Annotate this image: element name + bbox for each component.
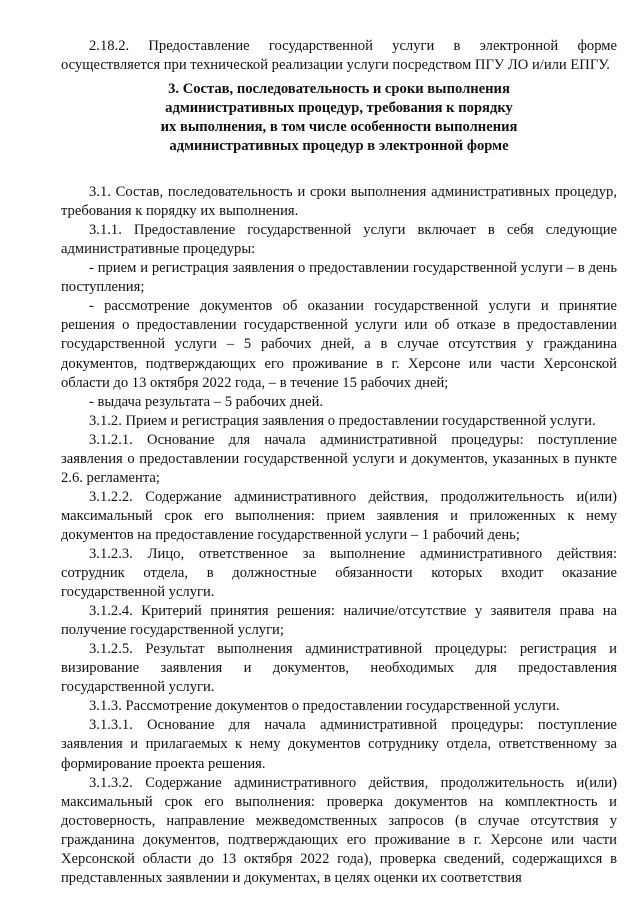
- paragraph-3-1-2: 3.1.2. Прием и регистрация заявления о предоставлении государственной услуги.: [89, 412, 596, 429]
- heading-line: их выполнения, в том числе особенности выполнения: [160, 119, 518, 136]
- paragraph-3-1-3-2: 3.1.3.2. Содержание административного действия, продолжительность и(или) максимальный срок его выполнения: проверка документов на комплектность и достоверность, направление межведомственных запросов (в случае отсутствия у гражданина документов, подтверждающих его проживание в г. Херсоне или части Херсонской области до 13 октября 2022 года), проверка сведений, содержащихся в представленных заявлении и документах, в целях оценки их соответствия: [61, 774, 617, 886]
- paragraph-3-1-3-1: 3.1.3.1. Основание для начала административной процедуры: поступление заявления и прилагаемых к нему документов сотруднику отдела, ответственному за формирование проекта решения.: [61, 717, 617, 772]
- paragraph-3-1-2-4: 3.1.2.4. Критерий принятия решения: наличие/отсутствие у заявителя права на получение государственной услуги;: [61, 603, 617, 639]
- list-item-result: - выдача результата – 5 рабочих дней.: [89, 393, 324, 410]
- document-body: [61, 37, 617, 888]
- intro-paragraph: 2.18.2. Предоставление государственной услуги в электронной форме осуществляется при технической реализации услуги посредством ПГУ ЛО и/или ЕПГУ.: [61, 38, 617, 74]
- heading-line: административных процедур, требования к порядку: [165, 100, 513, 117]
- section-heading: [61, 80, 617, 156]
- paragraph-3-1-2-1: 3.1.2.1. Основание для начала административной процедуры: поступление заявления о предоставлении государственной услуги и документов, указанных в пункте 2.6. регламента;: [61, 431, 617, 486]
- paragraph-3-1: 3.1. Состав, последовательность и сроки выполнения административных процедур, требования к порядку их выполнения.: [61, 184, 617, 220]
- paragraph-3-1-2-2: 3.1.2.2. Содержание административного действия, продолжительность и(или) максимальный срок его выполнения: прием заявления и приложенных к нему документов на предоставление государственной услуги – 1 рабочий день;: [61, 488, 617, 543]
- paragraph-3-1-2-3: 3.1.2.3. Лицо, ответственное за выполнение административного действия: сотрудник отдела, в должностные обязанности которых входит оказание государственной услуги.: [61, 545, 617, 601]
- spacer: [61, 160, 617, 183]
- paragraph-3-1-2-5: 3.1.2.5. Результат выполнения административной процедуры: регистрация и визирование заявления и документов, необходимых для предоставления государственной услуги.: [61, 641, 617, 696]
- heading-line: административных процедур в электронной форме: [169, 138, 509, 155]
- paragraph-3-1-1: 3.1.1. Предоставление государственной услуги включает в себя следующие административные процедуры:: [61, 222, 617, 258]
- list-item-review: - рассмотрение документов об оказании государственной услуги и принятие решения о предоставлении государственной услуги или об отказе в предоставлении государственной услуги – 5 рабочих дней, а в случае отсутствия у гражданина документов, подтверждающих его проживание в г. Херсоне или части Херсонской области до 13 октября 2022 года, – в течение 15 рабочих дней;: [61, 298, 617, 391]
- heading-line: 3. Состав, последовательность и сроки выполнения: [168, 81, 510, 98]
- paragraph-3-1-3: 3.1.3. Рассмотрение документов о предоставлении государственной услуги.: [89, 698, 560, 715]
- list-item-intake: - прием и регистрация заявления о предоставлении государственной услуги – в день поступления;: [61, 260, 617, 296]
